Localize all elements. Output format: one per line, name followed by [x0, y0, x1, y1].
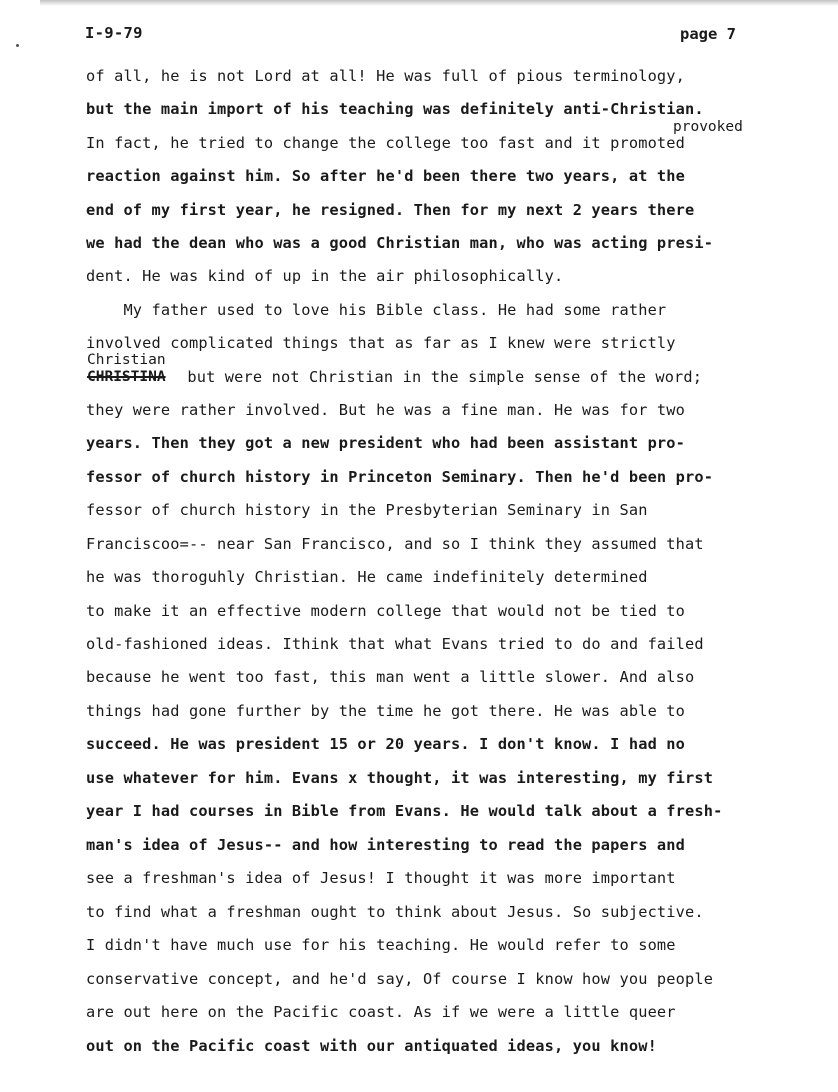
text-line-8: My father used to love his Bible class. He had some rather [86, 301, 667, 319]
text-line-9: involved complicated things that as far as I knew were strictly [86, 334, 676, 352]
text-line-7: dent. He was kind of up in the air philosophically. [86, 267, 564, 285]
text-line-14: fessor of church history in the Presbyterian Seminary in San [86, 501, 648, 519]
text-line-12: years. Then they got a new president who had been assistant pro- [86, 434, 686, 452]
text-line-19: because he went too fast, this man went a little slower. And also [86, 668, 695, 686]
text-line-5: end of my first year, he resigned. Then for my next 2 years there [86, 201, 695, 219]
text-line-3: In fact, he tried to change the college too fast and it promoted [86, 134, 686, 152]
page-date: I-9-79 [85, 24, 143, 42]
text-line-11: they were rather involved. But he was a fine man. He was for two [86, 401, 686, 419]
text-line-28: conservative concept, and he'd say, Of course I know how you people [86, 970, 714, 988]
text-line-23: year I had courses in Bible from Evans. He would talk about a fresh- [86, 802, 723, 820]
text-line-17: to make it an effective modern college that would not be tied to [86, 602, 686, 620]
text-line-22: use whatever for him. Evans x thought, it was interesting, my first [86, 769, 714, 787]
text-line-10: but were not Christian in the simple sense of the word; [178, 368, 703, 386]
scan-edge-shadow [40, 0, 838, 6]
scan-speck [16, 44, 19, 47]
text-line-2: but the main import of his teaching was definitely anti-Christian. [86, 100, 704, 118]
text-line-29: are out here on the Pacific coast. As if we were a little queer [86, 1003, 676, 1021]
struck-out-word: CHRISTINA [87, 369, 166, 385]
text-line-16: he was thoroguhly Christian. He came indefinitely determined [86, 568, 648, 586]
text-line-18: old-fashioned ideas. Ithink that what Evans tried to do and failed [86, 635, 704, 653]
text-line-27: I didn't have much use for his teaching. He would refer to some [86, 936, 676, 954]
text-line-26: to find what a freshman ought to think about Jesus. So subjective. [86, 903, 704, 921]
text-line-25: see a freshman's idea of Jesus! I thought it was more important [86, 869, 676, 887]
page-number: page 7 [680, 25, 736, 43]
text-line-15: Franciscoo=-- near San Francisco, and so I think they assumed that [86, 535, 704, 553]
text-line-30: out on the Pacific coast with our antiquated ideas, you know! [86, 1037, 657, 1055]
text-line-13: fessor of church history in Princeton Seminary. Then he'd been pro- [86, 468, 714, 486]
handwritten-insertion-provoked: provoked [673, 119, 743, 135]
text-line-24: man's idea of Jesus-- and how interesting to read the papers and [86, 836, 686, 854]
text-line-4: reaction against him. So after he'd been there two years, at the [86, 167, 686, 185]
text-line-6: we had the dean who was a good Christian man, who was acting presi- [86, 234, 714, 252]
text-line-21: succeed. He was president 15 or 20 years. I don't know. I had no [86, 735, 686, 753]
text-line-1: of all, he is not Lord at all! He was full of pious terminology, [86, 67, 686, 85]
handwritten-insertion-christian: Christian [87, 352, 166, 368]
text-line-20: things had gone further by the time he got there. He was able to [86, 702, 686, 720]
